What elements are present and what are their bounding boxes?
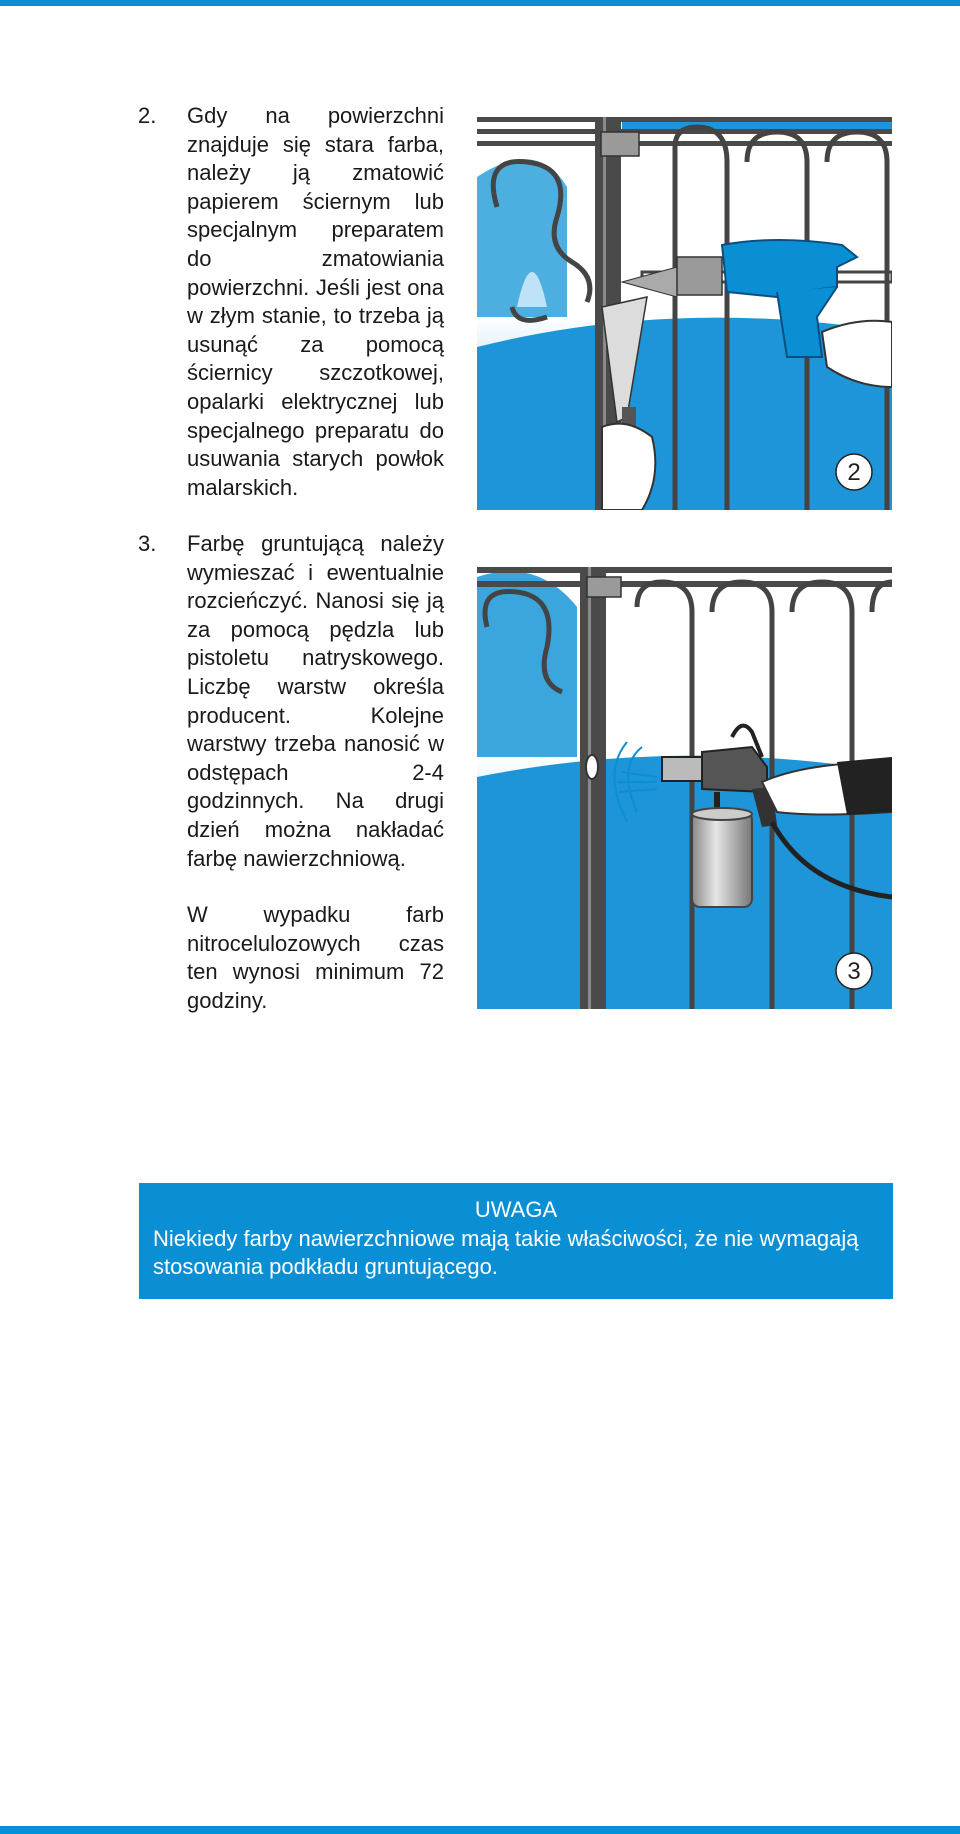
- note-title: UWAGA: [474, 1197, 558, 1222]
- note-text: Niekiedy farby nawierzchniowe mają takie właściwości, że nie wymagają stosowania podkładu gruntującego.: [153, 1225, 859, 1280]
- bottom-accent-bar: [0, 1826, 960, 1834]
- figure-number: 2: [847, 459, 861, 486]
- step-text: [187, 102, 444, 502]
- figure-number-badge: [834, 951, 874, 991]
- illustration-paint-removal: [477, 117, 892, 510]
- figure-number-badge: [834, 452, 874, 492]
- step-number: 3.: [138, 531, 157, 556]
- step-number: 2.: [138, 103, 157, 128]
- top-accent-bar: [0, 0, 960, 6]
- step-text: [187, 530, 444, 1016]
- step-paragraph: Farbę gruntującą należy wymieszać i ewentualnie rozcieńczyć. Nanosi się ją za pomocą pędzla lub pistoletu natryskowego. Liczbę warstw określa producent. Kolejne warstwy trzeba nanosić w odstępach 2-4 godzinnych. Na drugi dzień można nakładać farbę nawierzchniową.: [187, 531, 444, 871]
- figure-number: 3: [847, 958, 861, 985]
- step-paragraph: W wypadku farb nitrocelulozowych czas ten wynosi minimum 72 godziny.: [187, 902, 444, 1013]
- note-box: [139, 1183, 893, 1299]
- step-paragraph: Gdy na powierzchni znajduje się stara farba, należy ją zmatowić papierem ściernym lub specjalnym preparatem do zmatowiania powierzchni. Jeśli jest ona w złym stanie, to trzeba ją usunąć za pomocą ściernicy szczotkowej, opalarki elektrycznej lub specjalnego preparatu do usuwania starych powłok malarskich.: [187, 103, 444, 500]
- illustration-spray-priming: [477, 567, 892, 1009]
